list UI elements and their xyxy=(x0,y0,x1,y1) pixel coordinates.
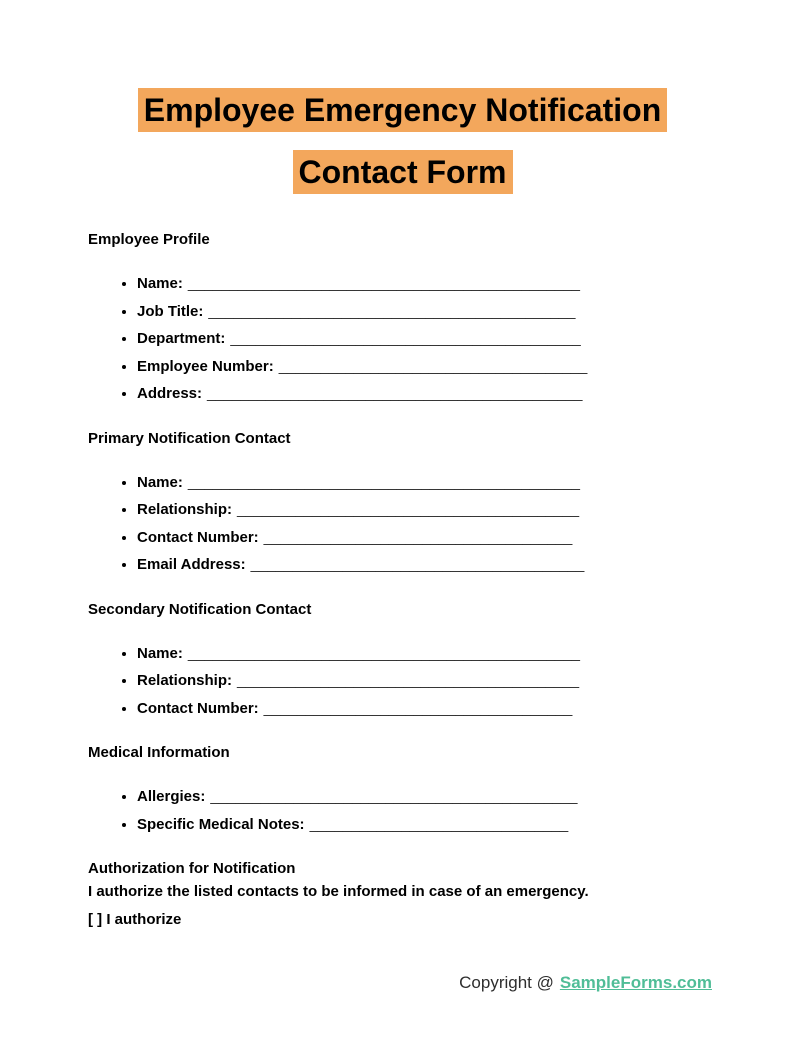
fill-line: _______________________________________________ xyxy=(187,275,580,292)
field-label: Department: xyxy=(137,330,226,347)
list-item-job-title xyxy=(137,298,717,326)
form-body xyxy=(0,231,805,933)
section-heading-secondary-contact: Secondary Notification Contact xyxy=(88,600,312,618)
field-label: Name: xyxy=(137,473,183,491)
footer xyxy=(459,973,712,993)
list-item-contact-number xyxy=(137,524,717,552)
form-title-line1: Employee Emergency Notification xyxy=(138,88,667,132)
field-label: Contact Number: xyxy=(137,528,259,546)
field-label: Job Title: xyxy=(137,302,204,320)
form-title-line2: Contact Form xyxy=(293,150,513,194)
list-item-relationship xyxy=(137,667,717,695)
copyright-text: Copyright @ xyxy=(459,973,554,992)
field-label: Allergies: xyxy=(137,788,206,805)
field-label: Address: xyxy=(137,385,203,402)
list-item-relationship xyxy=(137,496,717,524)
field-label: Relationship: xyxy=(137,672,233,689)
fill-line: _________________________________________ xyxy=(237,501,580,518)
fill-line: _____________________________________ xyxy=(263,528,573,546)
primary-contact-list xyxy=(88,469,717,579)
list-item-name xyxy=(137,640,717,668)
list-item-department xyxy=(137,325,717,353)
fill-line: _____________________________________ xyxy=(263,699,573,717)
secondary-contact-list xyxy=(88,640,717,723)
employee-profile-list xyxy=(88,270,717,408)
fill-line: _______________________________________________ xyxy=(187,473,580,491)
fill-line: ____________________________________________ xyxy=(208,302,576,320)
field-label: Email Address: xyxy=(137,556,246,573)
fill-line: _____________________________________________ xyxy=(207,385,583,402)
fill-line: ____________________________________________ xyxy=(210,788,578,805)
fill-line: _________________________________________ xyxy=(237,672,580,689)
list-item-address xyxy=(137,380,717,408)
fill-line: ________________________________________ xyxy=(250,556,585,573)
field-label: Specific Medical Notes: xyxy=(137,815,305,833)
field-label: Name: xyxy=(137,644,183,662)
section-heading-employee-profile: Employee Profile xyxy=(88,231,210,248)
fill-line: __________________________________________ xyxy=(230,330,581,347)
fill-line: _______________________________________________ xyxy=(187,644,580,662)
field-label: Contact Number: xyxy=(137,699,259,717)
list-item-employee-number xyxy=(137,353,717,381)
medical-information-list xyxy=(88,783,717,838)
form-title xyxy=(0,79,805,203)
fill-line: _______________________________ xyxy=(309,815,569,833)
section-heading-authorization: Authorization for Notification xyxy=(88,860,296,877)
list-item-name xyxy=(137,270,717,298)
authorization-statement: I authorize the listed contacts to be informed in case of an emergency. xyxy=(88,883,589,900)
field-label: Name: xyxy=(137,275,183,292)
section-heading-medical-information: Medical Information xyxy=(88,744,230,761)
authorize-checkbox-line: [ ] I authorize xyxy=(88,910,182,928)
field-label: Employee Number: xyxy=(137,357,274,375)
list-item-contact-number xyxy=(137,695,717,723)
list-item-name xyxy=(137,469,717,497)
field-label: Relationship: xyxy=(137,501,233,518)
list-item-allergies xyxy=(137,783,717,811)
list-item-email-address xyxy=(137,551,717,579)
list-item-specific-medical-notes xyxy=(137,811,717,839)
fill-line: _____________________________________ xyxy=(278,357,588,375)
section-heading-primary-contact: Primary Notification Contact xyxy=(88,429,291,447)
sampleforms-link[interactable]: SampleForms.com xyxy=(559,973,712,992)
